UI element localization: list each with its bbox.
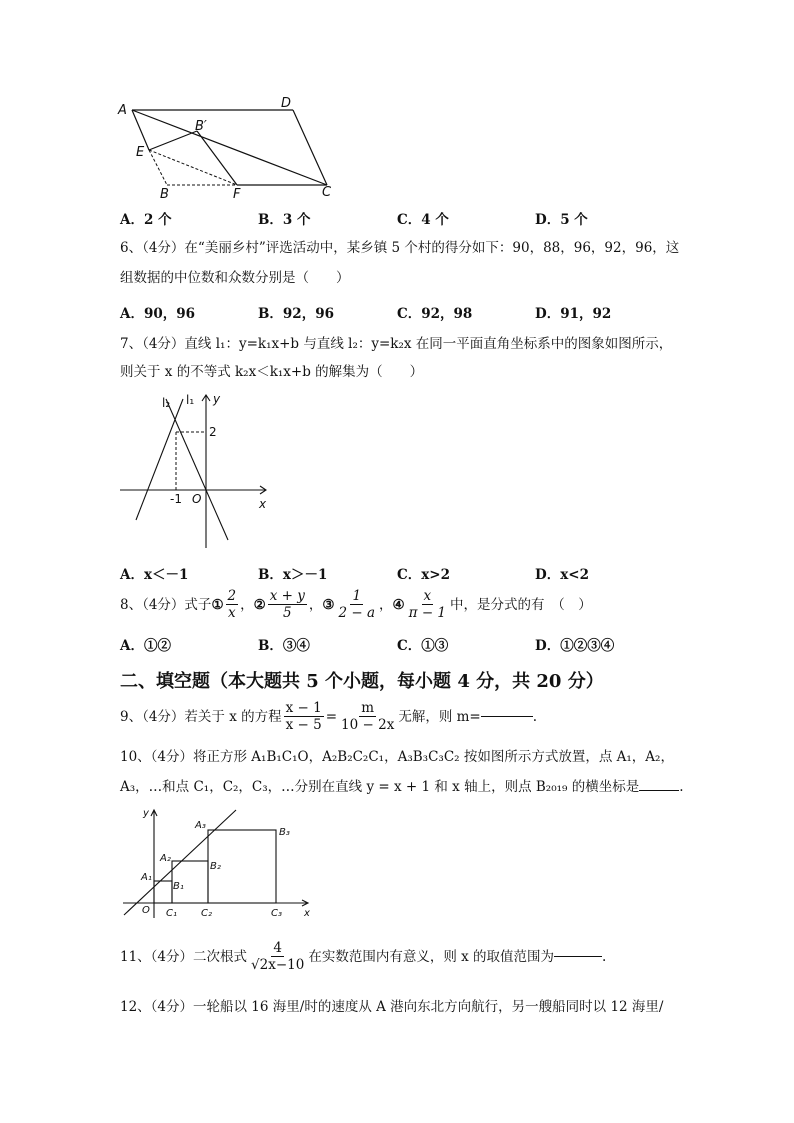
q10-end: .	[679, 779, 684, 795]
label-B: B	[160, 187, 169, 202]
q5-option-c[interactable]: C．4 个	[397, 212, 449, 228]
q9-rhs-fraction	[339, 700, 396, 733]
q9-rhs-num: m	[361, 700, 375, 716]
q5-option-d[interactable]: D．5 个	[535, 212, 588, 228]
squares-figure	[118, 806, 318, 921]
q8-num-4: ④	[392, 596, 405, 613]
q11-den: √2x−10	[251, 957, 305, 973]
q10-line2-text: A₃，…和点 C₁，C₂，C₃，…分别在直线 y = x + 1 和 x 轴上，则点 B₂₀₁₉ 的横坐标是	[120, 779, 640, 795]
label-B-prime: B′	[195, 119, 207, 134]
fig10-label-C2: C₂	[201, 908, 212, 919]
label-E: E	[136, 145, 145, 160]
q11-num: 4	[273, 940, 282, 956]
q10-answer-blank[interactable]	[639, 790, 679, 791]
label-y-axis: y	[213, 392, 221, 406]
q11-fraction	[249, 940, 306, 973]
label-A: A	[118, 103, 127, 118]
q6-text-line2: 组数据的中位数和众数分别是（ ）	[120, 270, 350, 286]
q7-option-d[interactable]: D．x<2	[535, 567, 589, 583]
q8-f3-num: 1	[352, 588, 362, 604]
q9-prefix: 9、（4分）若关于 x 的方程	[120, 708, 282, 725]
label-C: C	[322, 185, 332, 200]
fig10-label-B1: B₁	[173, 881, 184, 892]
q8-fraction-3	[337, 588, 378, 621]
q8-option-d[interactable]: D．①②③④	[535, 638, 615, 654]
q9-text	[120, 700, 537, 733]
fig10-label-A1: A₁	[141, 872, 152, 883]
label-x-axis: x	[259, 497, 267, 511]
q10-text-line1: 10、（4分）将正方形 A₁B₁C₁O，A₂B₂C₂C₁，A₃B₃C₃C₂ 按如图所示方式放置，点 A₁，A₂，	[120, 749, 674, 765]
q9-end: .	[532, 708, 538, 725]
q9-answer-blank[interactable]	[481, 716, 533, 717]
q10-text-line2	[120, 777, 684, 797]
fig10-label-A3: A₃	[195, 820, 206, 831]
q8-f4-num: x	[423, 588, 432, 604]
label-l1: l₁	[186, 393, 195, 407]
q9-lhs-den: x − 5	[285, 717, 322, 733]
q6-option-c[interactable]: C．92，98	[397, 306, 473, 322]
fig10-label-y: y	[143, 808, 149, 819]
q8-option-a[interactable]: A．①②	[120, 638, 171, 654]
q7-text-line2: 则关于 x 的不等式 k₂x＜k₁x+b 的解集为（ ）	[120, 364, 424, 380]
label-D: D	[281, 96, 292, 111]
q8-fraction-2	[268, 588, 307, 621]
q7-option-a[interactable]: A．x＜－1	[120, 567, 189, 583]
label-l2: l₂	[162, 396, 171, 410]
fig10-label-A2: A₂	[160, 853, 171, 864]
q7-option-b[interactable]: B．x＞－1	[258, 567, 328, 583]
coordinate-graph-figure	[118, 390, 278, 550]
q8-f1-den: x	[228, 605, 236, 621]
q11-prefix: 11、（4分）二次根式	[120, 948, 248, 965]
section-heading-fill-in: 二、填空题（本大题共 5 个小题，每小题 4 分，共 20 分）	[120, 671, 604, 692]
q11-answer-blank[interactable]	[554, 956, 602, 957]
q6-option-d[interactable]: D．91，92	[535, 306, 612, 322]
fig10-label-B2: B₂	[210, 861, 221, 872]
q8-option-c[interactable]: C．①③	[397, 638, 449, 654]
q8-fraction-4	[407, 588, 448, 621]
q5-option-b[interactable]: B．3 个	[258, 212, 311, 228]
fig10-label-B3: B₃	[279, 827, 290, 838]
q8-text: 8、（4分）式子 ① $\frac{2}{x}$ ， ② $\frac{x + y}{5}$ ， ③ $\frac{1}{2 - a}$ ， ④ $\frac{x}{\pi - 1}$ 中，是分式的有 （ ）	[120, 588, 592, 621]
q7-option-c[interactable]: C．x>2	[397, 567, 450, 583]
label-2: 2	[209, 425, 217, 439]
q9-suffix: 无解，则 m=	[398, 708, 481, 725]
q8-prefix: 8、（4分）式子	[120, 596, 212, 613]
q6-option-a[interactable]: A．90，96	[120, 306, 196, 322]
q11-end: .	[602, 948, 607, 965]
q8-num-1: ①	[211, 596, 224, 613]
fig10-label-C1: C₁	[166, 908, 177, 919]
q8-f3-den: 2 − a	[338, 605, 376, 621]
q8-f4-den: π − 1	[408, 605, 447, 621]
q8-f1-num: 2	[227, 588, 237, 604]
q8-suffix: 中，是分式的有 （ ）	[450, 596, 592, 613]
q9-equals: =	[325, 708, 338, 725]
label-F: F	[233, 187, 241, 202]
parallelogram-figure	[115, 95, 345, 205]
q8-num-2: ②	[253, 596, 266, 613]
q12-text-line1: 12、（4分）一轮船以 16 海里/时的速度从 A 港向东北方向航行，另一艘船同时以 12 海里/	[120, 999, 664, 1015]
fig10-label-C3: C₃	[271, 908, 282, 919]
q11-text	[120, 940, 606, 973]
q8-f2-num: x + y	[269, 588, 305, 604]
q6-option-b[interactable]: B．92，96	[258, 306, 334, 322]
q8-fraction-1	[226, 588, 239, 621]
label-neg1: -1	[170, 492, 182, 506]
q8-num-3: ③	[322, 596, 335, 613]
q9-rhs-den: 10 − 2x	[341, 717, 395, 733]
q5-option-a[interactable]: A．2 个	[120, 212, 172, 228]
q8-f2-den: 5	[283, 605, 292, 621]
q8-option-b[interactable]: B．③④	[258, 638, 310, 654]
fig10-label-O: O	[142, 905, 150, 916]
q9-lhs-fraction	[284, 700, 324, 733]
q11-suffix: 在实数范围内有意义，则 x 的取值范围为	[308, 948, 555, 965]
q6-text-line1: 6、（4分）在“美丽乡村”评选活动中，某乡镇 5 个村的得分如下：90，88，96，92，96，这	[120, 240, 680, 256]
q9-lhs-num: x − 1	[285, 700, 322, 716]
q7-text-line1: 7、（4分）直线 l₁：y=k₁x+b 与直线 l₂：y=k₂x 在同一平面直角坐标系中的图象如图所示，	[120, 336, 673, 352]
label-origin: O	[192, 492, 202, 506]
fig10-label-x: x	[304, 908, 310, 919]
